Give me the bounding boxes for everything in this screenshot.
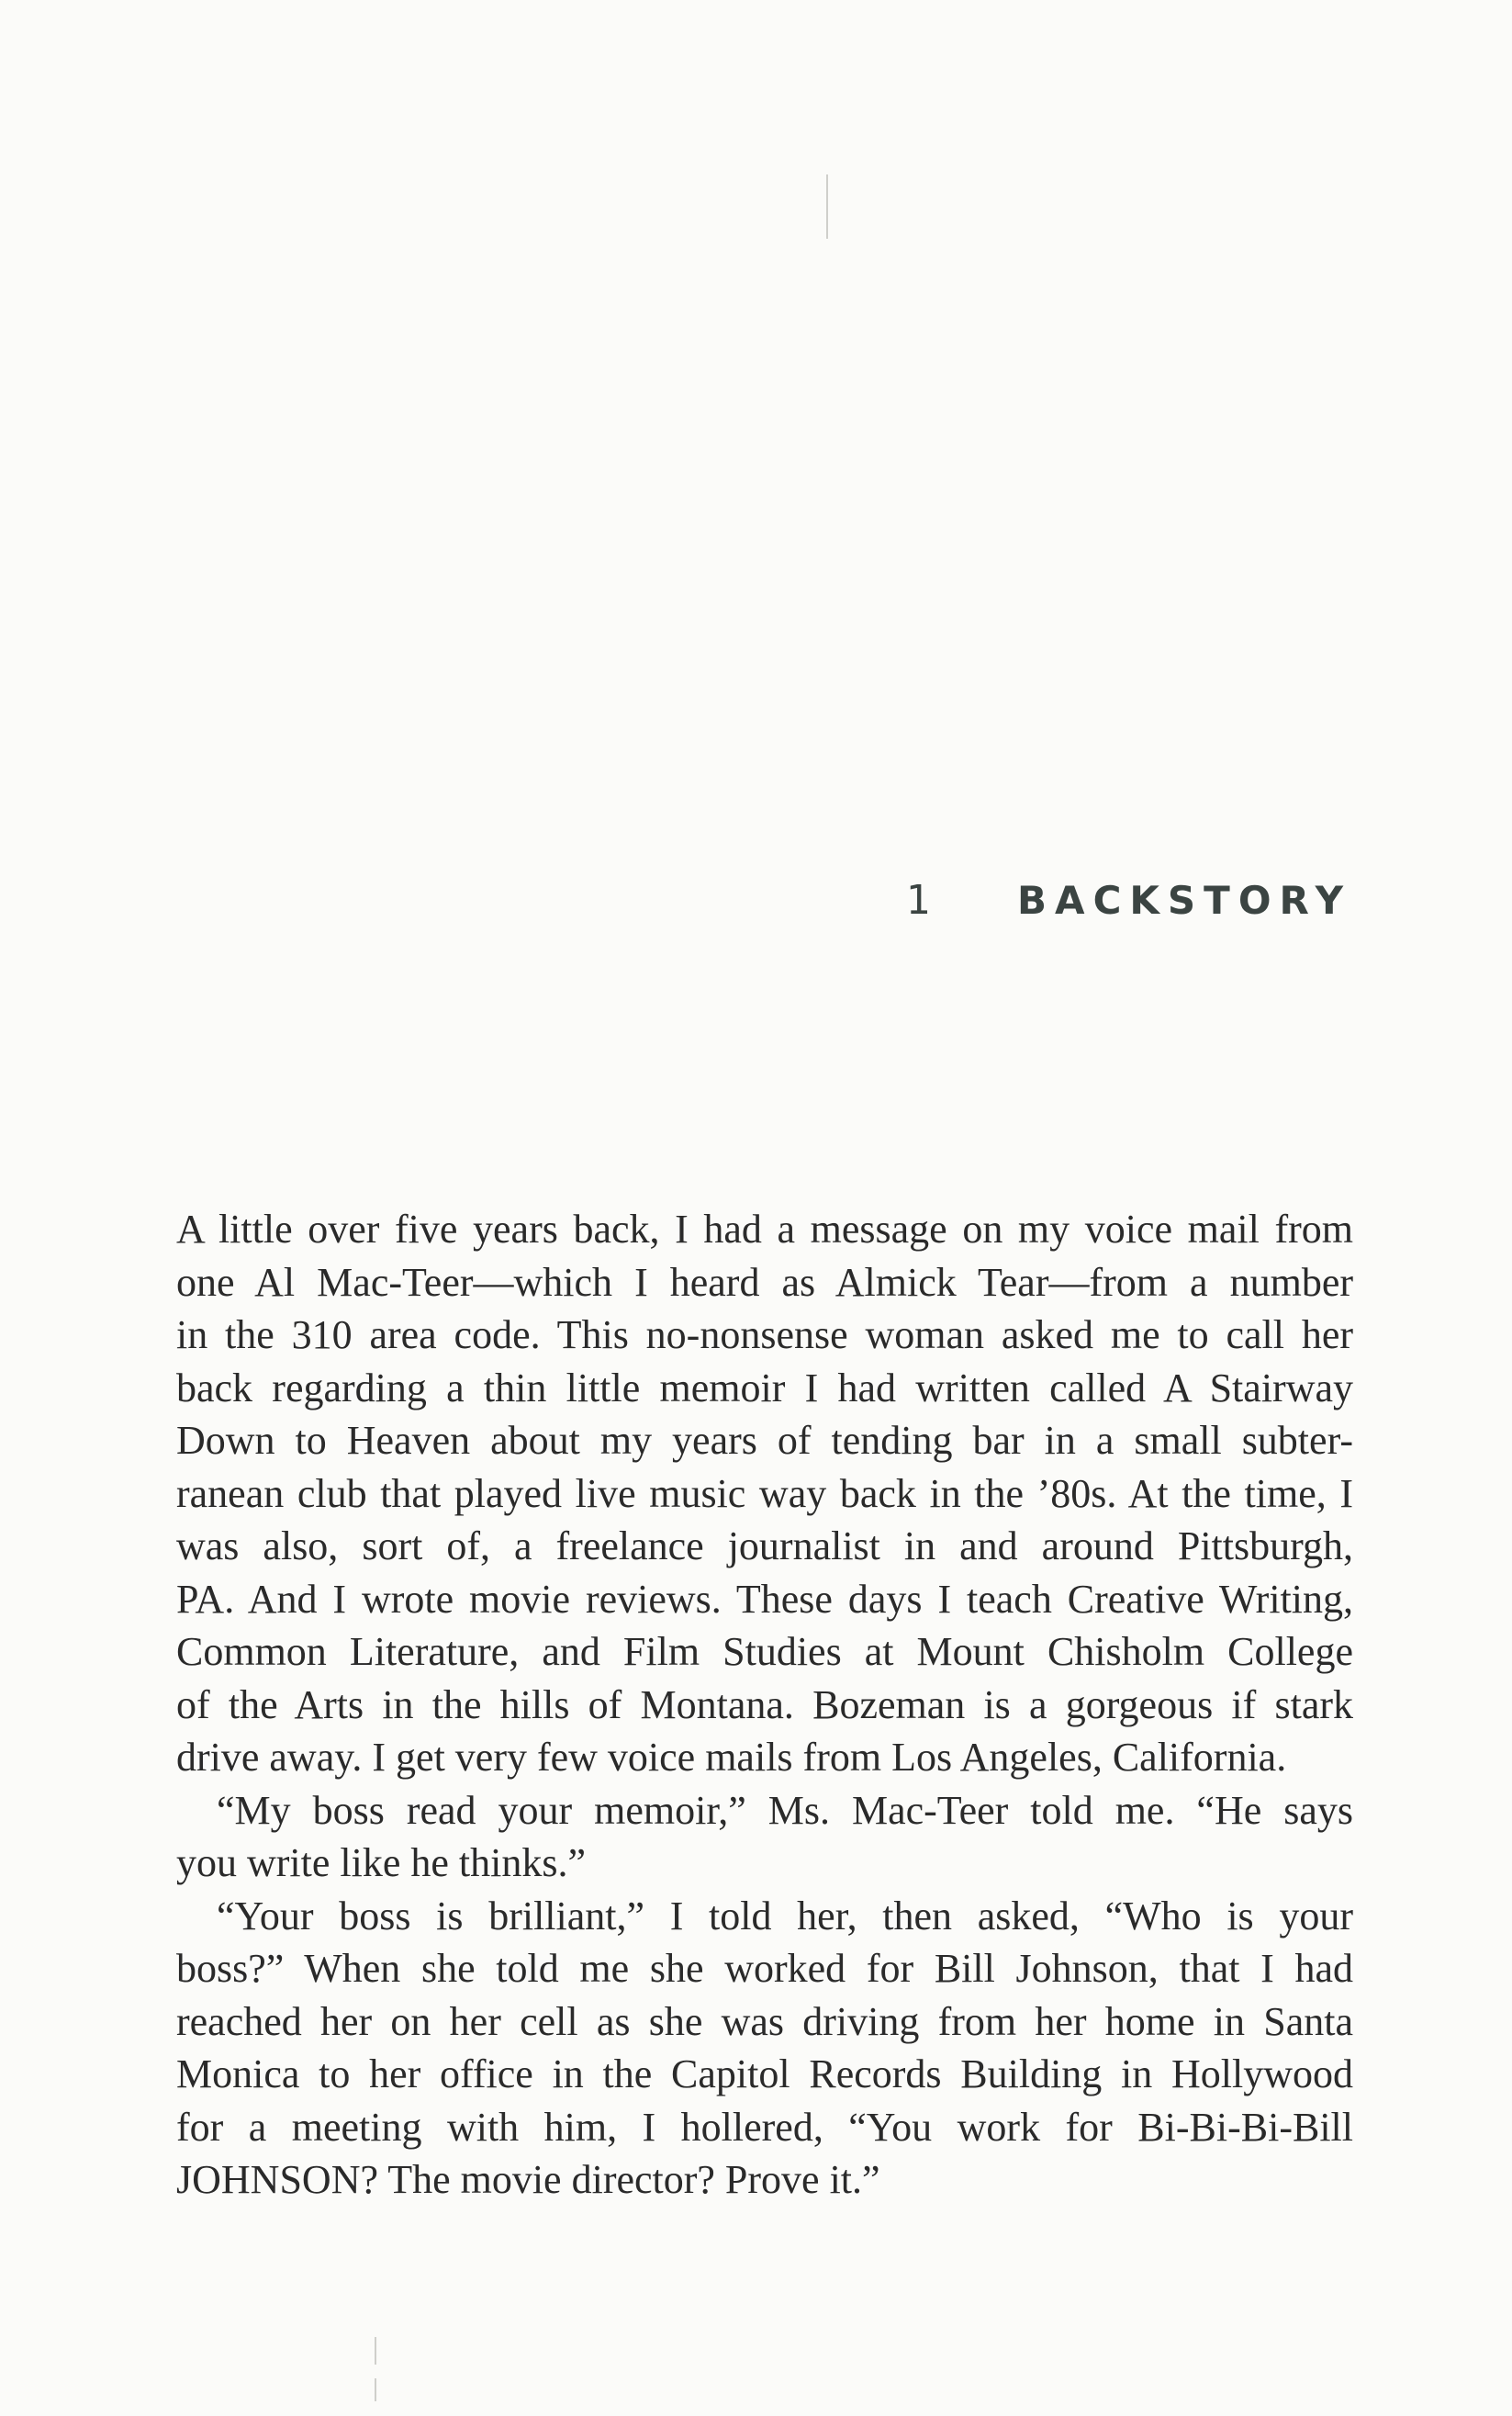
text-line: Common Literature, and Film Studies at Mount Chisholm College: [176, 1629, 1353, 1674]
text-line: PA. And I wrote movie reviews. These days I teach Creative Writing,: [176, 1576, 1353, 1622]
text-line: one Al Mac-Teer—which I heard as Almick Tear—from a number: [176, 1259, 1353, 1305]
text-line: A little over five years back, I had a message on my voice mail from: [176, 1207, 1353, 1252]
text-line: ranean club that played live music way back in the ’80s. At the time, I: [176, 1470, 1353, 1516]
chapter-heading: [906, 877, 1351, 924]
text-line: “My boss read your memoir,” Ms. Mac-Teer told me. “He says: [217, 1787, 1353, 1833]
text-line: for a meeting with him, I hollered, “You work for Bi-Bi-Bi-Bill: [176, 2104, 1353, 2150]
text-line: “Your boss is brilliant,” I told her, then asked, “Who is your: [217, 1893, 1353, 1938]
scan-mark: [826, 174, 828, 239]
scan-mark: [375, 2337, 376, 2365]
text-line: back regarding a thin little memoir I had written called A Stairway: [176, 1365, 1353, 1410]
text-line: you write like he thinks.”: [176, 1840, 587, 1885]
text-line: drive away. I get very few voice mails from Los Angeles, California.: [176, 1735, 1287, 1780]
text-line: was also, sort of, a freelance journalist in and around Pittsburgh,: [176, 1523, 1353, 1568]
text-line: Down to Heaven about my years of tending bar in a small subter-: [176, 1418, 1353, 1463]
chapter-number: 1: [905, 877, 931, 924]
text-line: of the Arts in the hills of Montana. Bozeman is a gorgeous if stark: [176, 1681, 1353, 1727]
body-text: [176, 1203, 1353, 2207]
chapter-title: BACKSTORY: [1017, 878, 1351, 923]
text-line: JOHNSON? The movie director? Prove it.”: [176, 2157, 880, 2202]
text-line: boss?” When she told me she worked for Bill Johnson, that I had: [176, 1946, 1353, 1991]
text-line: reached her on her cell as she was driving from her home in Santa: [176, 1998, 1353, 2044]
scan-mark: [375, 2378, 376, 2401]
text-line: Monica to her office in the Capitol Records Building in Hollywood: [176, 2051, 1353, 2096]
text-line: in the 310 area code. This no-nonsense woman asked me to call her: [176, 1312, 1353, 1357]
